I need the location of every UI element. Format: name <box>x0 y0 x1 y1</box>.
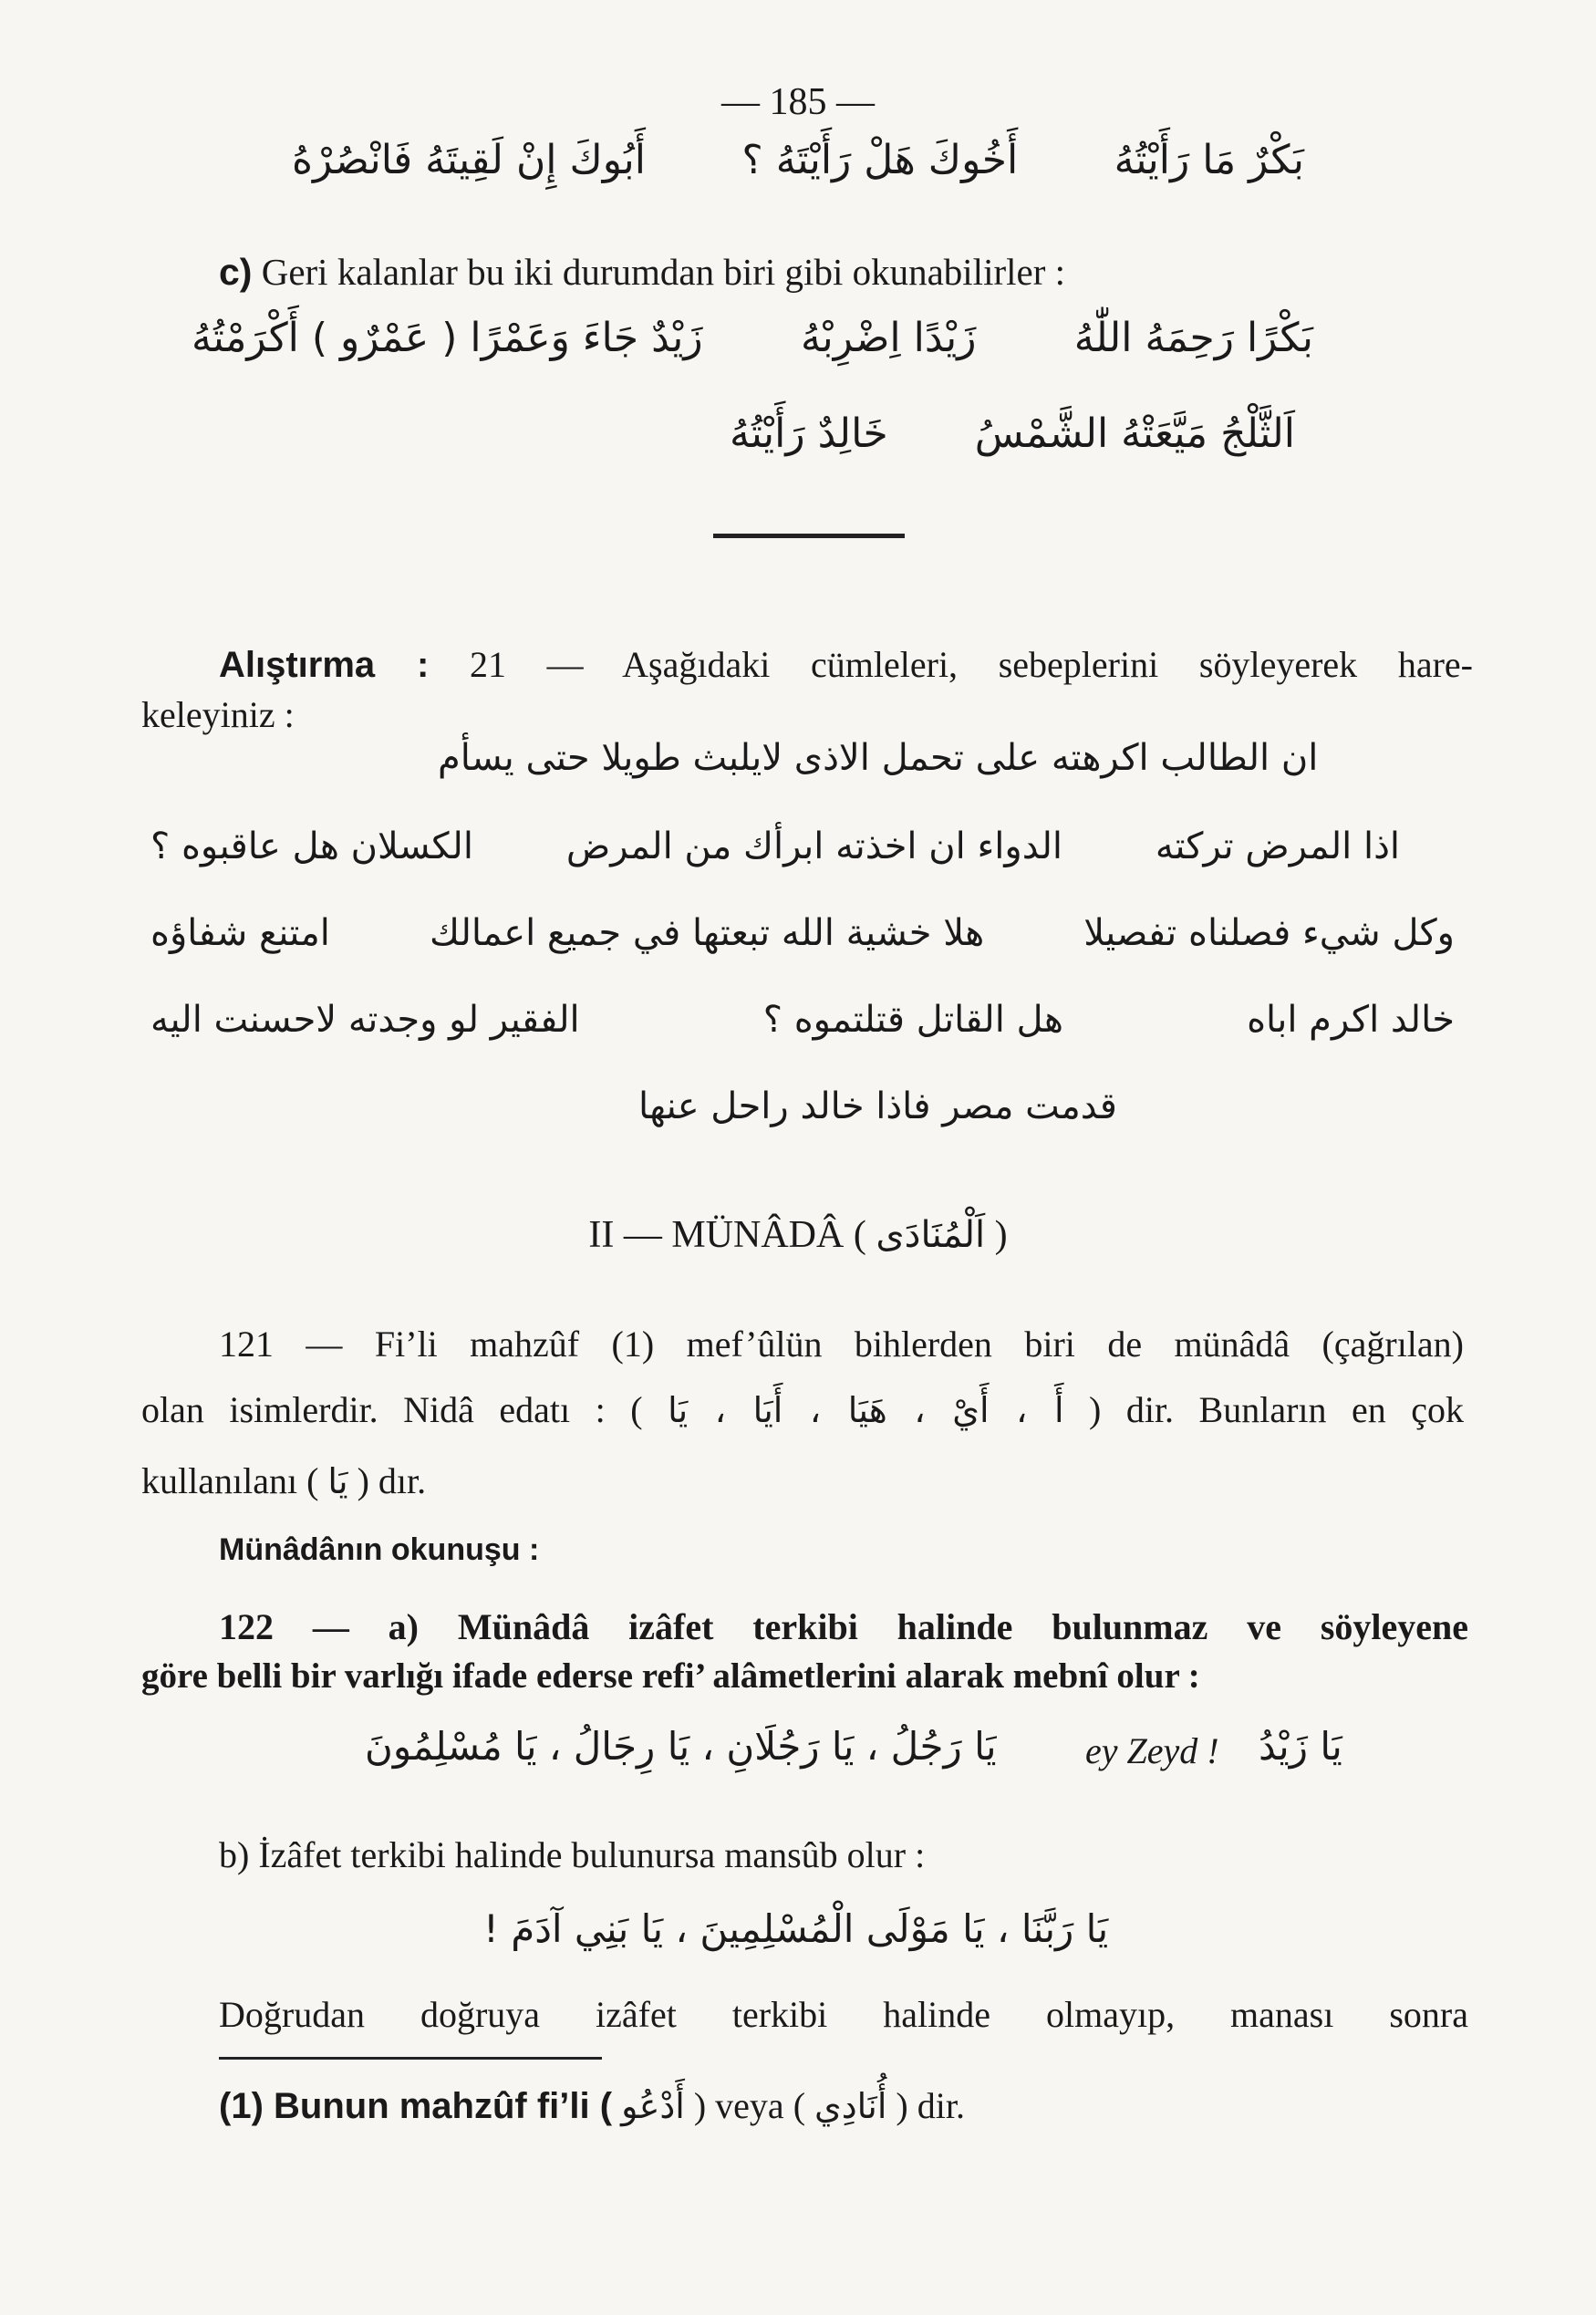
footnote-text: ) dir. <box>896 2085 965 2126</box>
block-c-line <box>219 250 1065 294</box>
para122-b: b) İzâfet terkibi halinde bulunursa mansûb olur : <box>219 1834 926 1875</box>
footnote <box>219 2084 965 2127</box>
arabic-examples-row1 <box>192 315 1313 361</box>
exercise-sentence: اذا المرض تركته <box>1155 825 1400 867</box>
arabic-examples-top <box>292 137 1304 183</box>
para122-last: Doğrudan doğruya izâfet terkibi halinde olmayıp, manası sonra <box>219 1994 1468 2035</box>
ya-particle: يَا <box>327 1461 348 1501</box>
para122-line2: göre belli bir varlığı ifade ederse refi’ alâmetlerini alarak mebnî olur : <box>141 1656 1200 1696</box>
para121-text: kullanılanı ( <box>141 1460 319 1501</box>
exercise-arabic-1 <box>438 737 1395 779</box>
heading-close: ) <box>994 1214 1008 1256</box>
translation: ey Zeyd ! <box>1085 1730 1219 1771</box>
footnote-arabic: أُنَادِي <box>814 2086 887 2126</box>
section-heading <box>0 1213 1596 1257</box>
footnote-text: (1) Bunun mahzûf fi’li ( <box>219 2086 613 2126</box>
exercise-line1 <box>219 643 1473 686</box>
heading-arabic: اَلْمُنَادَى <box>876 1214 986 1256</box>
arabic-example: يَا زَيْدُ <box>1259 1724 1342 1769</box>
exercise-sentence: هل القاتل قتلتموه ؟ <box>762 999 1063 1041</box>
arabic-example: اَلثَّلْجُ مَيَّعَتْهُ الشَّمْسُ <box>974 410 1295 457</box>
exercise-sentence: الدواء ان اخذته ابرأك من المرض <box>565 825 1062 867</box>
subheading: Münâdânın okunuşu : <box>219 1532 540 1567</box>
exercise-sentence: هلا خشية الله تبعتها في جميع اعمالك <box>429 912 985 954</box>
para121-text: ) dir. Bunların en çok <box>1089 1389 1465 1430</box>
exercise-sentence: الكسلان هل عاقبوه ؟ <box>150 825 473 867</box>
arabic-example-b: يَا رَبَّنَا ، يَا مَوْلَى الْمُسْلِمِينَ ، يَا بَنِي آدَمَ ! <box>483 1906 1109 1951</box>
exercise-arabic-3 <box>150 912 1455 954</box>
nida-particles: أَ ، أَيْ ، هَيَا ، أَيَا ، يَا <box>668 1390 1064 1430</box>
footnote-arabic: أَدْعُو <box>621 2086 685 2126</box>
para121-text: olan isimlerdir. Nidâ edatı : ( <box>141 1389 643 1430</box>
exercise-sentence: خالد اكرم اباه <box>1247 999 1455 1041</box>
para122-line1: 122 — a) Münâdâ izâfet terkibi halinde bulunmaz ve söyleyene <box>219 1606 1468 1647</box>
para121-line2 <box>141 1388 1464 1431</box>
exercise-sentence: امتنع شفاؤه <box>150 912 330 954</box>
exercise-sentence: الفقير لو وجدته لاحسنت اليه <box>150 999 580 1041</box>
para121-line3 <box>141 1459 426 1502</box>
exercise-arabic-5 <box>638 1085 1432 1127</box>
block-c-text: Geri kalanlar bu iki durumdan biri gibi okunabilirler : <box>261 251 1065 293</box>
para121-text: ) dır. <box>357 1460 427 1501</box>
heading-text: II — MÜNÂDÂ ( <box>588 1214 866 1256</box>
para121-line1: 121 — Fi’li mahzûf (1) mef’ûlün bihlerden biri de münâdâ (çağrılan) <box>219 1324 1464 1365</box>
exercise-text: 21 — Aşağıdaki cümleleri, sebeplerini söyleyerek hare- <box>469 644 1473 685</box>
arabic-example: بَكْرٌ مَا رَأَيْتُهُ <box>1114 137 1304 183</box>
arabic-example: أَخُوكَ هَلْ رَأَيْتَهُ ؟ <box>741 137 1019 183</box>
block-c-marker: c) <box>219 251 253 293</box>
page-number: — 185 — <box>721 81 875 123</box>
arabic-example: خَالِدٌ رَأَيْتُهُ <box>730 410 888 457</box>
section-divider <box>713 534 905 538</box>
arabic-example: بَكْرًا رَحِمَهُ اللّٰهُ <box>1073 315 1313 361</box>
arabic-example: زَيْدٌ جَاءَ وَعَمْرًا ( عَمْرٌو ) أَكْرَمْتُهُ <box>192 315 703 361</box>
exercise-sentence: قدمت مصر فاذا خالد راحل عنها <box>638 1085 1117 1127</box>
arabic-examples-row2 <box>730 410 1295 457</box>
arabic-example: أَبُوكَ إِنْ لَقِيتَهُ فَانْصُرْهُ <box>292 137 646 183</box>
arabic-example: يَا رَجُلُ ، يَا رَجُلَانِ ، يَا رِجَالُ ، يَا مُسْلِمُونَ <box>365 1724 997 1769</box>
exercise-arabic-2 <box>150 825 1400 867</box>
footnote-rule <box>219 2057 602 2060</box>
exercise-sentence: وكل شيء فصلناه تفصيلا <box>1083 912 1455 954</box>
exercise-line2: keleyiniz : <box>141 694 295 735</box>
exercise-arabic-4 <box>150 999 1455 1041</box>
arabic-example: زَيْدًا اِضْرِبْهُ <box>800 315 977 361</box>
example-a-row <box>365 1724 1368 1788</box>
exercise-sentence: ان الطالب اكرهته على تحمل الاذى لايلبث طويلا حتى يسأم <box>438 737 1319 779</box>
exercise-label: Alıştırma : <box>219 645 430 685</box>
footnote-text: ) veya ( <box>693 2085 806 2126</box>
